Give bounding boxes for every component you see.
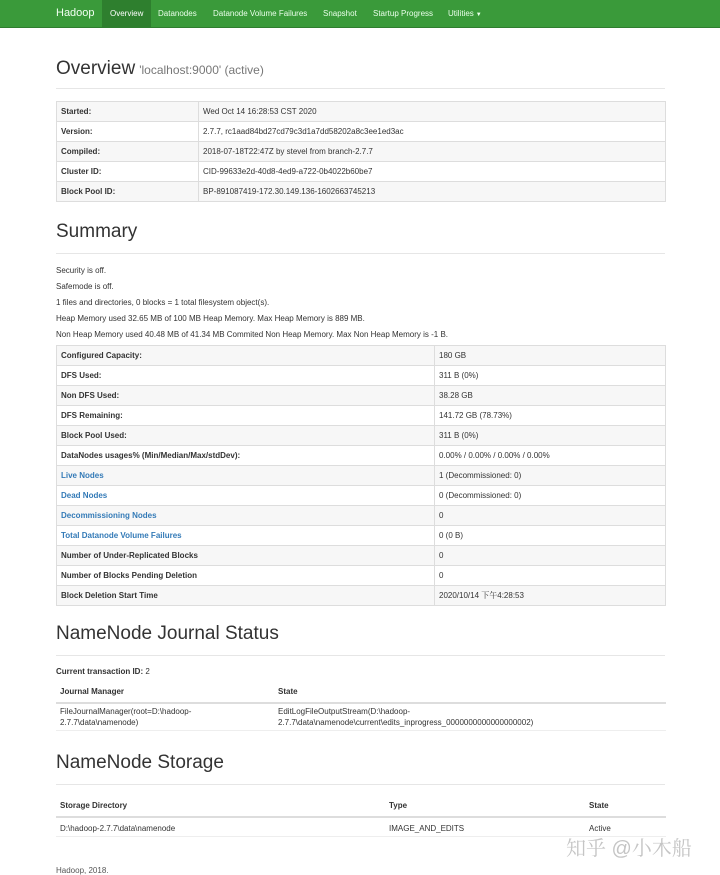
summary-key: DFS Used:: [57, 366, 435, 386]
overview-table: [56, 101, 666, 202]
decommissioning-nodes-link[interactable]: Decommissioning Nodes: [61, 511, 157, 520]
table-row: [57, 366, 666, 386]
table-row: [57, 426, 666, 446]
table-row: [57, 406, 666, 426]
table-header-row: [56, 680, 666, 703]
nav-utilities-label: Utilities: [448, 9, 474, 18]
summary-value: 311 B (0%): [435, 366, 666, 386]
summary-key: DFS Remaining:: [57, 406, 435, 426]
divider: [56, 88, 665, 89]
summary-key-cell: [57, 506, 435, 526]
table-row: [57, 182, 666, 202]
table-row: [57, 486, 666, 506]
storage-directory-cell: D:\hadoop-2.7.7\data\namenode: [56, 817, 385, 837]
chevron-down-icon: ▼: [475, 12, 482, 18]
nav-overview[interactable]: Overview: [102, 0, 151, 27]
summary-value: 0: [435, 546, 666, 566]
overview-key: Version:: [57, 122, 199, 142]
journal-manager-line: 2.7.7\data\namenode): [60, 718, 139, 727]
summary-key: Number of Blocks Pending Deletion: [57, 566, 435, 586]
transaction-value: 2: [145, 667, 150, 676]
summary-key: Block Deletion Start Time: [57, 586, 435, 606]
divider: [56, 655, 665, 656]
table-row: [57, 446, 666, 466]
journal-state-line: 2.7.7\data\namenode\current\edits_inprogress_0000000000000000002): [278, 718, 534, 727]
summary-key: Number of Under-Replicated Blocks: [57, 546, 435, 566]
storage-directory-header: Storage Directory: [56, 794, 385, 817]
overview-value: BP-891087419-172.30.149.136-1602663745213: [199, 182, 666, 202]
heap-memory: Heap Memory used 32.65 MB of 100 MB Heap Memory. Max Heap Memory is 889 MB.: [56, 314, 365, 323]
overview-subtitle: 'localhost:9000' (active): [139, 63, 264, 77]
summary-value: 1 (Decommissioned: 0): [435, 466, 666, 486]
summary-key-cell: [57, 466, 435, 486]
journal-table: [56, 680, 666, 731]
non-heap-memory: Non Heap Memory used 40.48 MB of 41.34 MB Commited Non Heap Memory. Max Non Heap Memory is -1 B.: [56, 330, 449, 339]
summary-value: 0 (0 B): [435, 526, 666, 546]
current-transaction: [56, 667, 150, 676]
footer: Hadoop, 2018.: [56, 866, 109, 875]
summary-value: 141.72 GB (78.73%): [435, 406, 666, 426]
table-row: [57, 162, 666, 182]
table-row: [57, 346, 666, 366]
summary-value: 38.28 GB: [435, 386, 666, 406]
filesystem-objects: 1 files and directories, 0 blocks = 1 total filesystem object(s).: [56, 298, 270, 307]
live-nodes-link[interactable]: Live Nodes: [61, 471, 104, 480]
storage-state-header: State: [585, 794, 666, 817]
top-navbar: [0, 0, 720, 28]
table-row: [57, 386, 666, 406]
summary-value: 2020/10/14 下午4:28:53: [435, 586, 666, 606]
summary-value: 0 (Decommissioned: 0): [435, 486, 666, 506]
summary-table: [56, 345, 666, 606]
table-header-row: [56, 794, 666, 817]
overview-value: Wed Oct 14 16:28:53 CST 2020: [199, 102, 666, 122]
overview-key: Compiled:: [57, 142, 199, 162]
table-row: [57, 526, 666, 546]
journal-state-line: EditLogFileOutputStream(D:\hadoop-: [278, 707, 411, 716]
nav-datanode-volume-failures[interactable]: Datanode Volume Failures: [213, 9, 308, 18]
overview-value: 2018-07-18T22:47Z by stevel from branch-2.7.7: [199, 142, 666, 162]
table-row: [56, 703, 666, 731]
summary-value: 180 GB: [435, 346, 666, 366]
safemode-status: Safemode is off.: [56, 282, 114, 291]
summary-key: Block Pool Used:: [57, 426, 435, 446]
table-row: [57, 506, 666, 526]
nav-startup-progress[interactable]: Startup Progress: [373, 9, 434, 18]
summary-heading: Summary: [56, 221, 138, 242]
nav-datanodes[interactable]: Datanodes: [158, 9, 197, 18]
summary-key-cell: [57, 486, 435, 506]
security-status: Security is off.: [56, 266, 107, 275]
journal-manager-cell: [56, 703, 274, 731]
storage-state-cell: Active: [585, 817, 666, 837]
divider: [56, 784, 665, 785]
summary-key: DataNodes usages% (Min/Median/Max/stdDev):: [57, 446, 435, 466]
summary-key-cell: [57, 526, 435, 546]
watermark: 知乎 @小木船: [566, 838, 692, 860]
nav-snapshot[interactable]: Snapshot: [323, 9, 357, 18]
journal-state-header: State: [274, 680, 666, 703]
journal-heading: NameNode Journal Status: [56, 623, 279, 644]
overview-title: Overview: [56, 58, 136, 79]
summary-value: 0: [435, 566, 666, 586]
storage-table: [56, 794, 666, 837]
overview-key: Block Pool ID:: [57, 182, 199, 202]
overview-value: 2.7.7, rc1aad84bd27cd79c3d1a7dd58202a8c3ee1ed3ac: [199, 122, 666, 142]
table-row: [57, 546, 666, 566]
brand-logo[interactable]: Hadoop: [56, 7, 95, 19]
dead-nodes-link[interactable]: Dead Nodes: [61, 491, 108, 500]
table-row: [57, 102, 666, 122]
journal-manager-line: FileJournalManager(root=D:\hadoop-: [60, 707, 192, 716]
summary-key: Non DFS Used:: [57, 386, 435, 406]
table-row: [57, 586, 666, 606]
summary-value: 0: [435, 506, 666, 526]
table-row: [57, 122, 666, 142]
transaction-label: Current transaction ID:: [56, 667, 144, 676]
summary-key: Configured Capacity:: [57, 346, 435, 366]
summary-value: 0.00% / 0.00% / 0.00% / 0.00%: [435, 446, 666, 466]
table-row: [57, 566, 666, 586]
overview-heading: [56, 58, 264, 80]
total-volume-failures-link[interactable]: Total Datanode Volume Failures: [61, 531, 182, 540]
table-row: [57, 466, 666, 486]
storage-heading: NameNode Storage: [56, 752, 224, 773]
storage-type-cell: IMAGE_AND_EDITS: [385, 817, 585, 837]
summary-value: 311 B (0%): [435, 426, 666, 446]
overview-key: Started:: [57, 102, 199, 122]
journal-state-cell: [274, 703, 666, 731]
divider: [56, 253, 665, 254]
overview-key: Cluster ID:: [57, 162, 199, 182]
storage-type-header: Type: [385, 794, 585, 817]
table-row: [57, 142, 666, 162]
journal-manager-header: Journal Manager: [56, 680, 274, 703]
nav-utilities[interactable]: [440, 0, 490, 27]
overview-value: CID-99633e2d-40d8-4ed9-a722-0b4022b60be7: [199, 162, 666, 182]
